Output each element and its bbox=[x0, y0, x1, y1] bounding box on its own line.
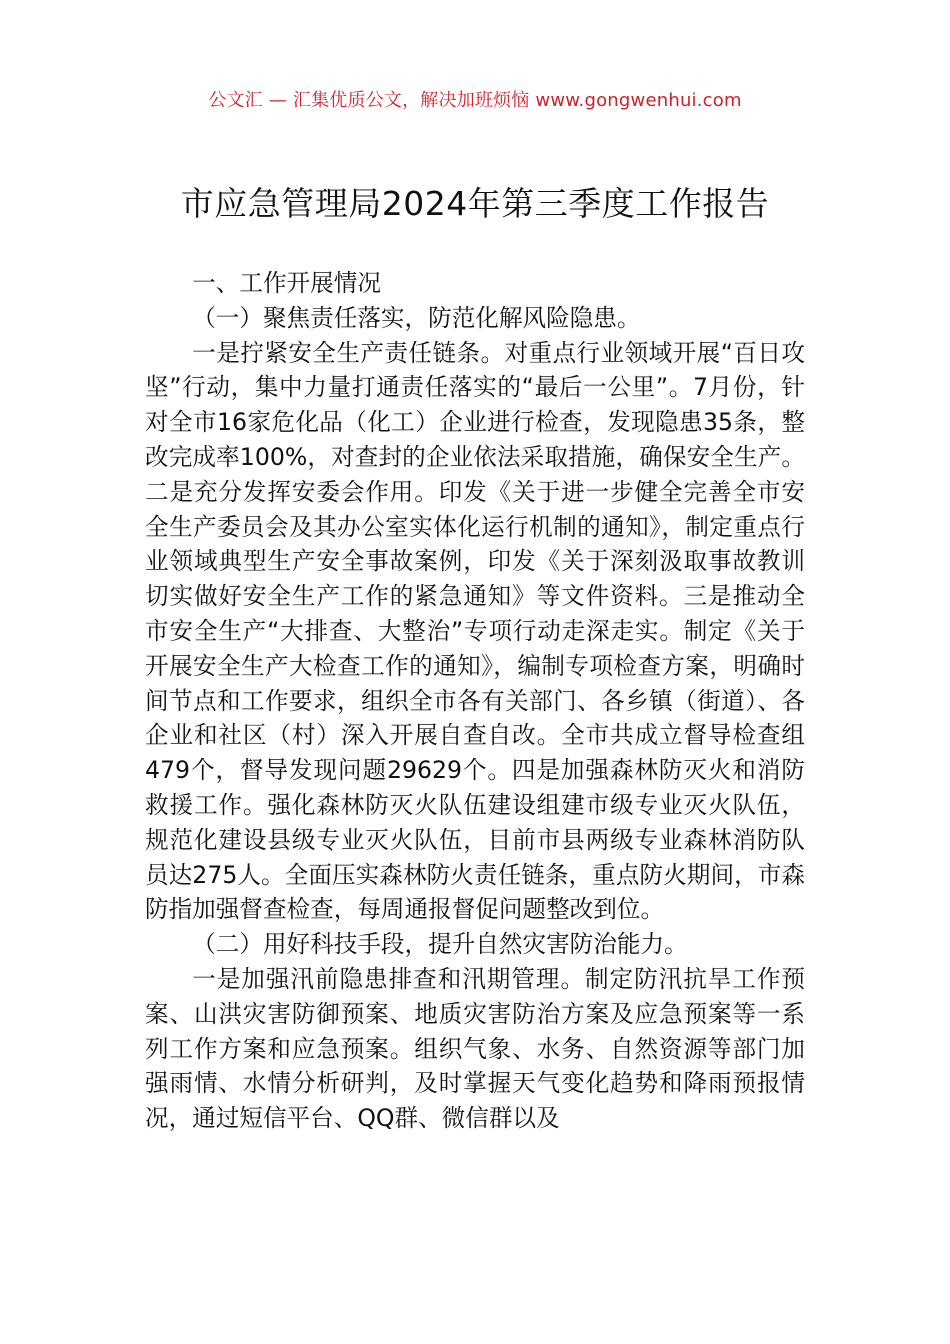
body-paragraph: 一是拧紧安全生产责任链条。对重点行业领域开展“百日攻坚”行动，集中力量打通责任落实的“最后一公里”。7月份，针对全市16家危化品（化工）企业进行检查，发现隐患35条，整改完成率100%，对查封的企业依法采取措施，确保安全生产。二是充分发挥安委会作用。印发《关于进一步健全完善全市安全生产委员会及其办公室实体化运行机制的通知》，制定重点行业领域典型生产安全事故案例，印发《关于深刻汲取事故教训切实做好安全生产工作的紧急通知》等文件资料。三是推动全市安全生产“大排查、大整治”专项行动走深走实。制定《关于开展安全生产大检查工作的通知》，编制专项检查方案，明确时间节点和工作要求，组织全市各有关部门、各乡镇（街道）、各企业和社区（村）深入开展自查自改。全市共成立督导检查组479个，督导发现问题29629个。四是加强森林防灭火和消防救援工作。强化森林防灭火队伍建设组建市级专业灭火队伍，规范化建设县级专业灭火队伍，目前市县两级专业森林消防队员达275人。全面压实森林防火责任链条，重点防火期间，市森防指加强督查检查，每周通报督促问题整改到位。 bbox=[145, 338, 805, 924]
section-heading: 一、工作开展情况 bbox=[192, 269, 381, 297]
document-title: 市应急管理局2024年第三季度工作报告 bbox=[180, 184, 770, 223]
body-paragraph: 一是加强汛前隐患排查和汛期管理。制定防汛抗旱工作预案、山洪灾害防御预案、地质灾害防治方案及应急预案等一系列工作方案和应急预案。组织气象、水务、自然资源等部门加强雨情、水情分析研判，及时掌握天气变化趋势和降雨预报情况，通过短信平台、QQ群、微信群以及 bbox=[145, 964, 805, 1133]
document-body bbox=[145, 266, 805, 1136]
subsection-heading: （一）聚焦责任落实，防范化解风险隐患。 bbox=[192, 303, 641, 332]
watermark-banner: 公文汇 — 汇集优质公文，解决加班烦恼 www.gongwenhui.com bbox=[208, 90, 742, 111]
subsection-heading: （二）用好科技手段，提升自然灾害防治能力。 bbox=[192, 930, 688, 959]
